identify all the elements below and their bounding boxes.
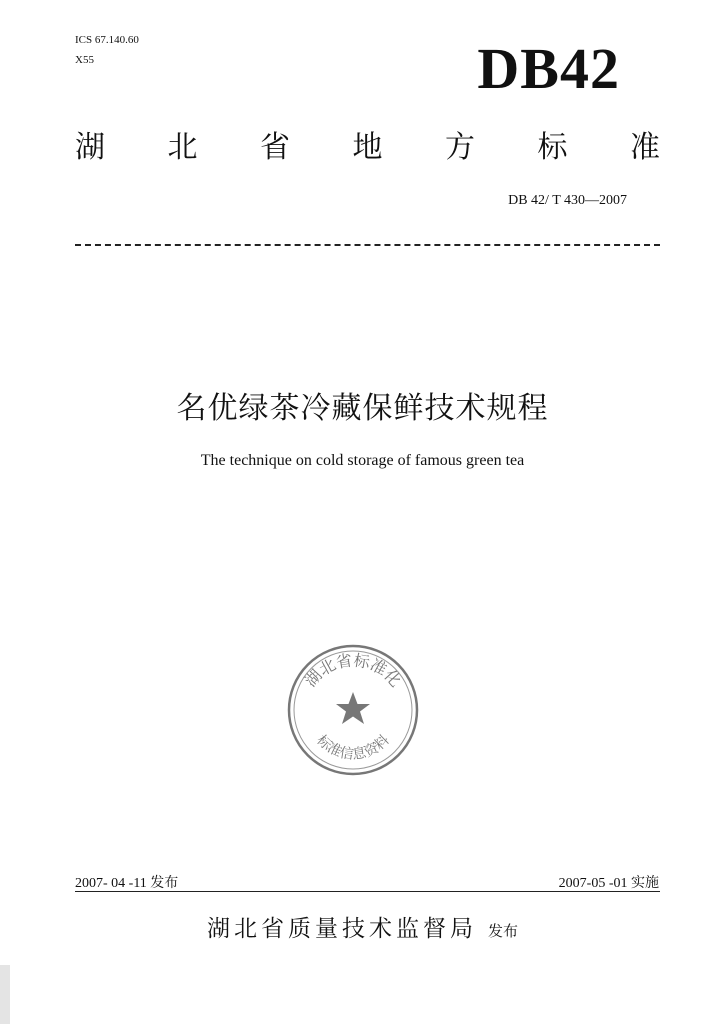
heading-char: 方: [445, 130, 475, 165]
heading-char: 湖: [75, 130, 105, 165]
header-divider: [75, 244, 660, 246]
category-code: X55: [75, 54, 94, 66]
heading-char: 地: [352, 130, 383, 165]
classification-codes: [75, 30, 139, 70]
publisher-name: 湖北省质量技术监督局: [206, 916, 477, 942]
standard-type-heading: [75, 128, 660, 168]
heading-char: 标: [537, 130, 568, 165]
heading-char: 北: [167, 130, 198, 165]
seal-text-top: 湖北省标准化: [300, 650, 406, 691]
standard-number: DB 42/ T 430—2007: [508, 193, 627, 208]
ics-code: ICS 67.140.60: [75, 34, 139, 46]
seal-text-bottom: 标准信息资料: [313, 732, 393, 764]
heading-char: 省: [260, 130, 290, 165]
seal-star-icon: [336, 692, 370, 724]
implement-date: 2007-05 -01 实施: [558, 876, 659, 891]
publisher-line: [0, 910, 725, 943]
heading-char: 准: [630, 130, 660, 165]
document-title-cn: 名优绿茶冷藏保鲜技术规程: [176, 391, 549, 426]
scan-edge-artifact: [0, 965, 10, 1024]
standard-mark: DB42: [477, 36, 620, 101]
publisher-suffix: 发布: [488, 922, 519, 940]
publish-date: 2007- 04 -11 发布: [75, 876, 179, 891]
seal-stamp: [283, 640, 423, 780]
footer-divider: [75, 891, 660, 892]
document-title-en: The technique on cold storage of famous green tea: [200, 452, 525, 469]
